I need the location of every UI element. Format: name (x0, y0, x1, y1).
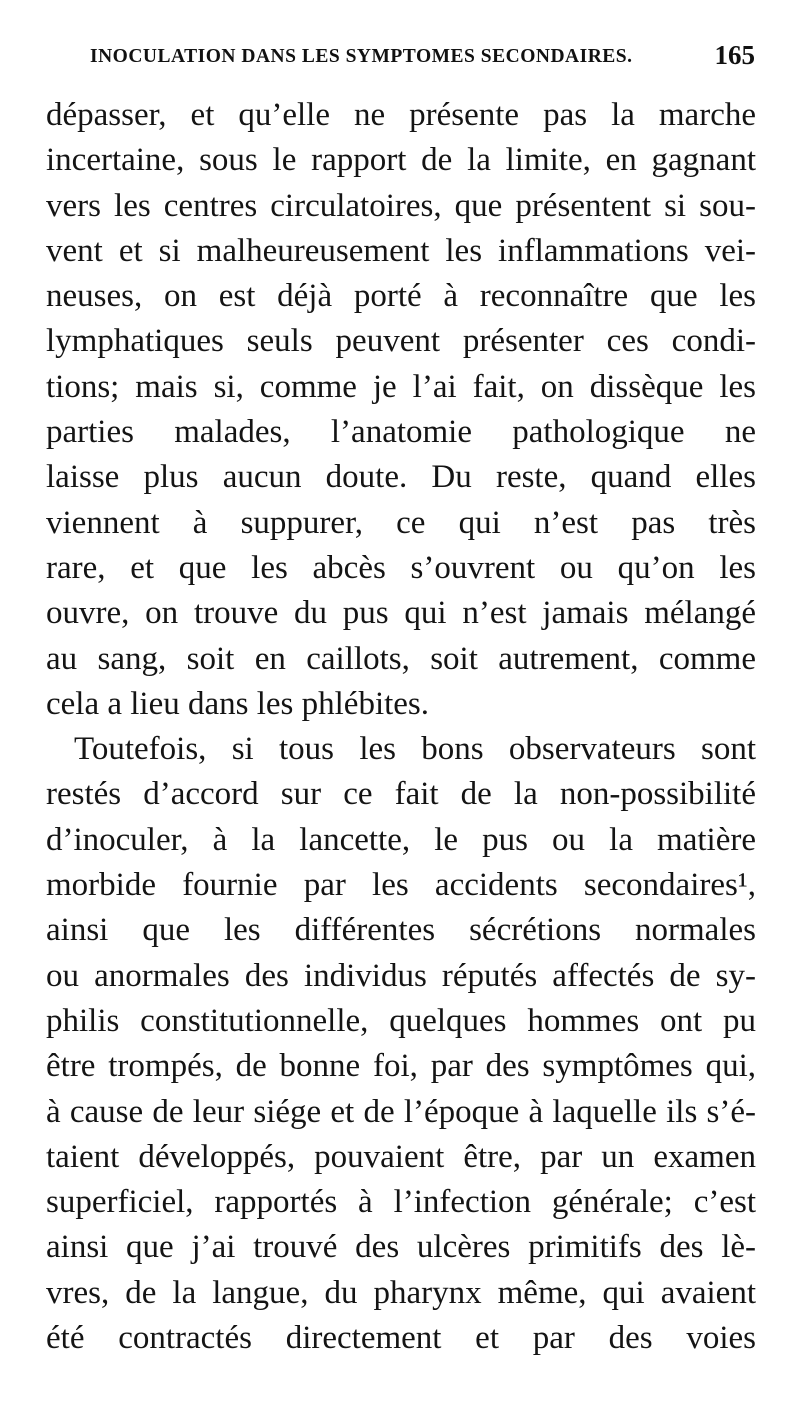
text-line: à cause de leur siége et de l’époque à laquelle ils s’é- (46, 1093, 756, 1130)
text-line: rare, et que les abcès s’ouvrent ou qu’on les (46, 549, 756, 586)
text-line: vers les centres circulatoires, que présentent si sou- (46, 187, 756, 224)
body-text (46, 93, 756, 1361)
text-line: ainsi que les différentes sécrétions normales (46, 912, 756, 949)
paragraph-start-line: Toutefois, si tous les bons observateurs sont (74, 731, 756, 768)
text-line: philis constitutionnelle, quelques hommes ont pu (46, 1002, 756, 1039)
text-line: superficiel, rapportés à l’infection générale; c’est (46, 1184, 756, 1221)
text-line: parties malades, l’anatomie pathologique ne (46, 414, 756, 451)
running-header (90, 38, 755, 74)
text-line: laisse plus aucun doute. Du reste, quand elles (46, 459, 756, 496)
text-line: au sang, soit en caillots, soit autrement, comme (46, 640, 756, 677)
text-line: ouvre, on trouve du pus qui n’est jamais mélangé (46, 595, 756, 632)
text-line: vent et si malheureusement les inflammations vei- (46, 232, 756, 269)
text-line: incertaine, sous le rapport de la limite, en gagnant (46, 142, 756, 179)
text-line: vres, de la langue, du pharynx même, qui avaient (46, 1274, 756, 1311)
text-line: ou anormales des individus réputés affectés de sy- (46, 957, 756, 994)
text-line: taient développés, pouvaient être, par un examen (46, 1138, 756, 1175)
text-line: neuses, on est déjà porté à reconnaître que les (46, 278, 756, 315)
text-line: être trompés, de bonne foi, par des symptômes qui, (46, 1048, 756, 1085)
running-title: INOCULATION DANS LES SYMPTOMES SECONDAIRES. (90, 46, 633, 67)
paragraph-end-line: cela a lieu dans les phlébites. (46, 685, 430, 722)
text-line: tions; mais si, comme je l’ai fait, on dissèque les (46, 368, 756, 405)
page-number: 165 (714, 40, 755, 70)
text-line: d’inoculer, à la lancette, le pus ou la matière (46, 821, 756, 858)
text-line: ainsi que j’ai trouvé des ulcères primitifs des lè- (46, 1229, 756, 1266)
text-line: morbide fournie par les accidents secondaires¹, (46, 867, 756, 904)
text-line: restés d’accord sur ce fait de la non-possibilité (46, 776, 756, 813)
text-line: dépasser, et qu’elle ne présente pas la marche (46, 97, 756, 133)
text-line: viennent à suppurer, ce qui n’est pas très (46, 504, 756, 541)
text-line: été contractés directement et par des voies (46, 1320, 756, 1357)
text-line: lymphatiques seuls peuvent présenter ces condi- (46, 323, 756, 360)
